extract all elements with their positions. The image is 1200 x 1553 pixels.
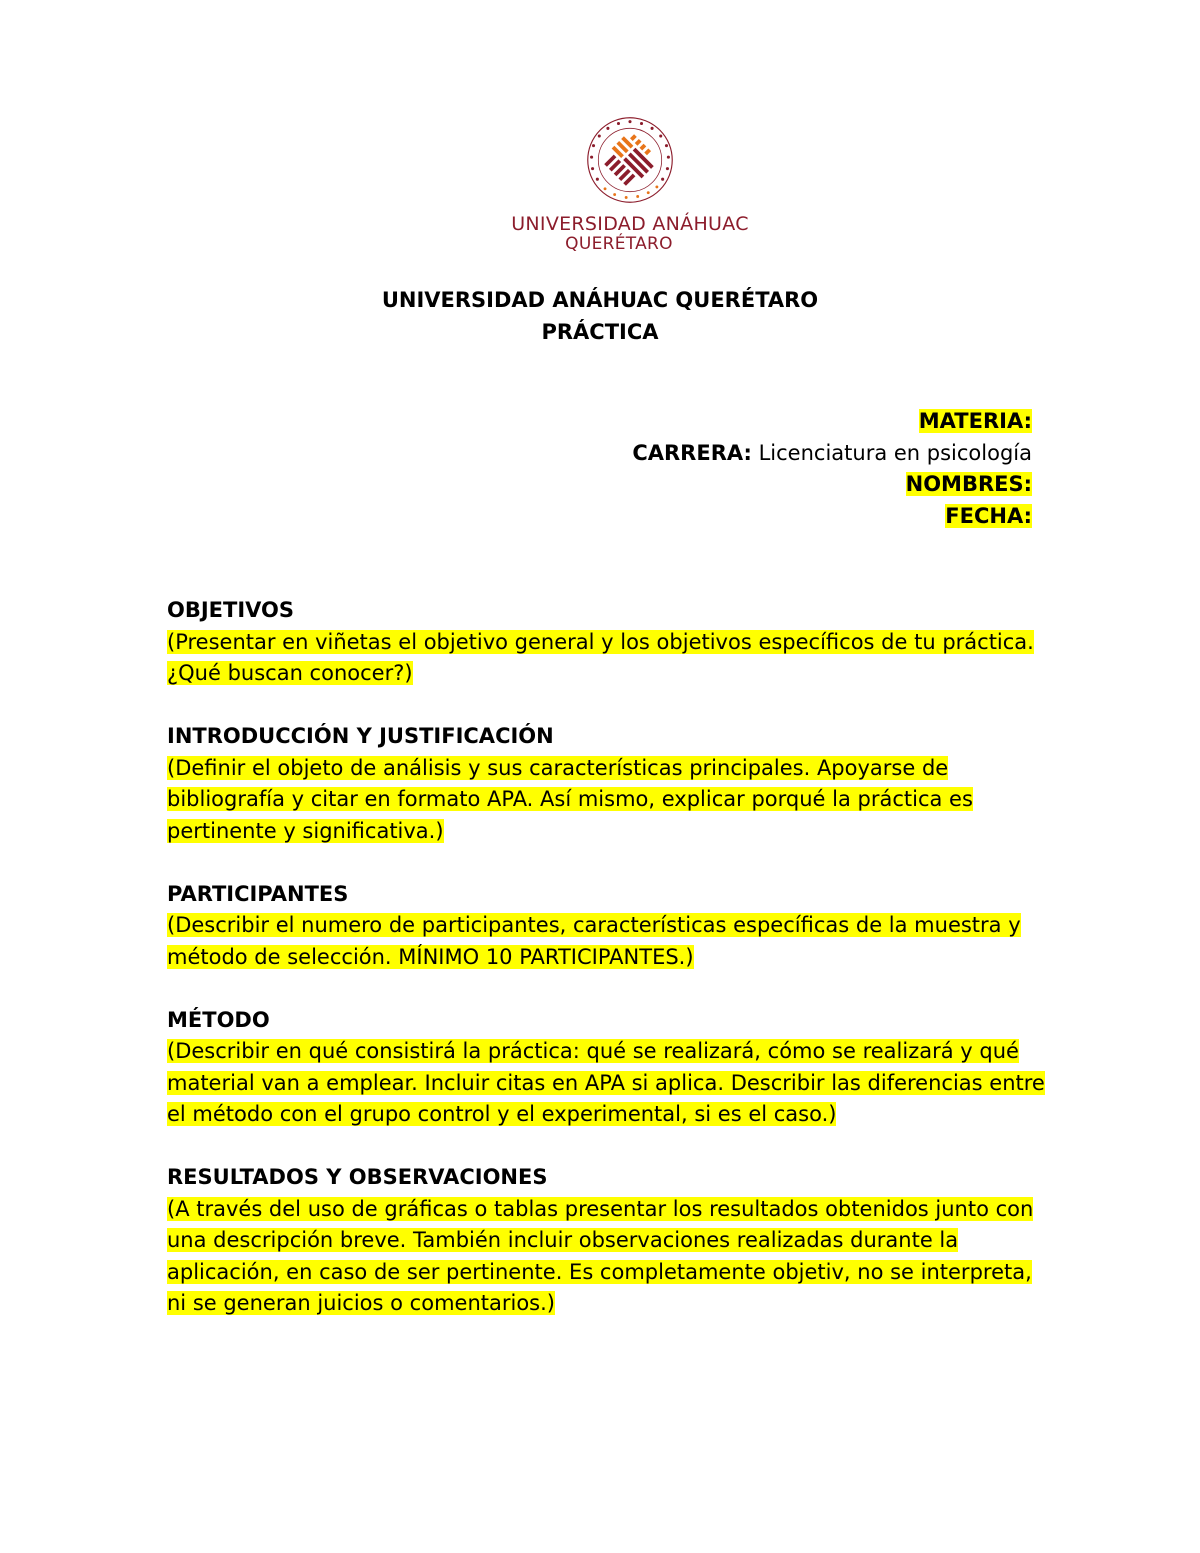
section-heading: OBJETIVOS [167, 598, 295, 622]
section-text: (Presentar en viñetas el objetivo general y los objetivos específicos de tu práctica. ¿Qué buscan conocer?) [167, 629, 1034, 685]
document-subtitle: PRÁCTICA [541, 320, 659, 344]
nombres-row [632, 469, 1032, 501]
nombres-label: NOMBRES: [905, 472, 1032, 496]
section-objetivos [167, 595, 1047, 690]
section-heading: MÉTODO [167, 1007, 270, 1032]
logo-line-1: UNIVERSIDAD ANÁHUAC [511, 213, 749, 235]
carrera-label: CARRERA: [632, 440, 752, 465]
document-sections [167, 595, 1047, 1351]
section-text: (Describir en qué consistirá la práctica: qué se realizará, cómo se realizará y qué material van a emplear. Incluir citas en APA si aplica. Describir las diferencias entre el método con el grupo control y el experimental, si es el caso.) [167, 1039, 1045, 1126]
section-instructions [167, 1036, 1047, 1131]
fecha-row [632, 501, 1032, 533]
document-title: UNIVERSIDAD ANÁHUAC QUERÉTARO [381, 288, 819, 312]
section-instructions [167, 1194, 1047, 1320]
materia-label: MATERIA: [918, 409, 1032, 433]
carrera-value: Licenciatura en psicología [758, 440, 1032, 465]
logo-line-2: QUERÉTARO [565, 233, 673, 254]
document-header [0, 284, 1200, 348]
carrera-row [632, 438, 1032, 470]
materia-row [632, 406, 1032, 438]
section-heading: PARTICIPANTES [167, 881, 349, 906]
fecha-label: FECHA: [945, 503, 1032, 528]
section-text: (Definir el objeto de análisis y sus características principales. Apoyarse de bibliografía y citar en formato APA. Así mismo, explicar porqué la práctica es pertinente y significativa.) [167, 755, 973, 843]
section-instructions [167, 753, 1047, 848]
section-resultados [167, 1162, 1047, 1320]
section-introduccion [167, 721, 1047, 847]
section-text: (Describir el numero de participantes, características específicas de la muestra y método de selección. MÍNIMO 10 PARTICIPANTES.) [167, 913, 1021, 969]
section-metodo [167, 1005, 1047, 1131]
section-heading: RESULTADOS Y OBSERVACIONES [167, 1165, 548, 1189]
section-instructions [167, 627, 1047, 690]
section-heading: INTRODUCCIÓN Y JUSTIFICACIÓN [167, 724, 554, 748]
logo-wordmark [510, 214, 750, 254]
info-block [632, 406, 1032, 532]
university-seal-icon [582, 112, 678, 208]
section-text: (A través del uso de gráficas o tablas presentar los resultados obtenidos junto con una descripción breve. También incluir observaciones realizadas durante la aplicación, en caso de ser pertinente. Es completamente objetiv, no se interpreta, ni se generan juicios o comentarios.) [167, 1196, 1034, 1315]
university-logo [510, 112, 750, 262]
section-instructions [167, 910, 1047, 973]
section-participantes [167, 879, 1047, 974]
